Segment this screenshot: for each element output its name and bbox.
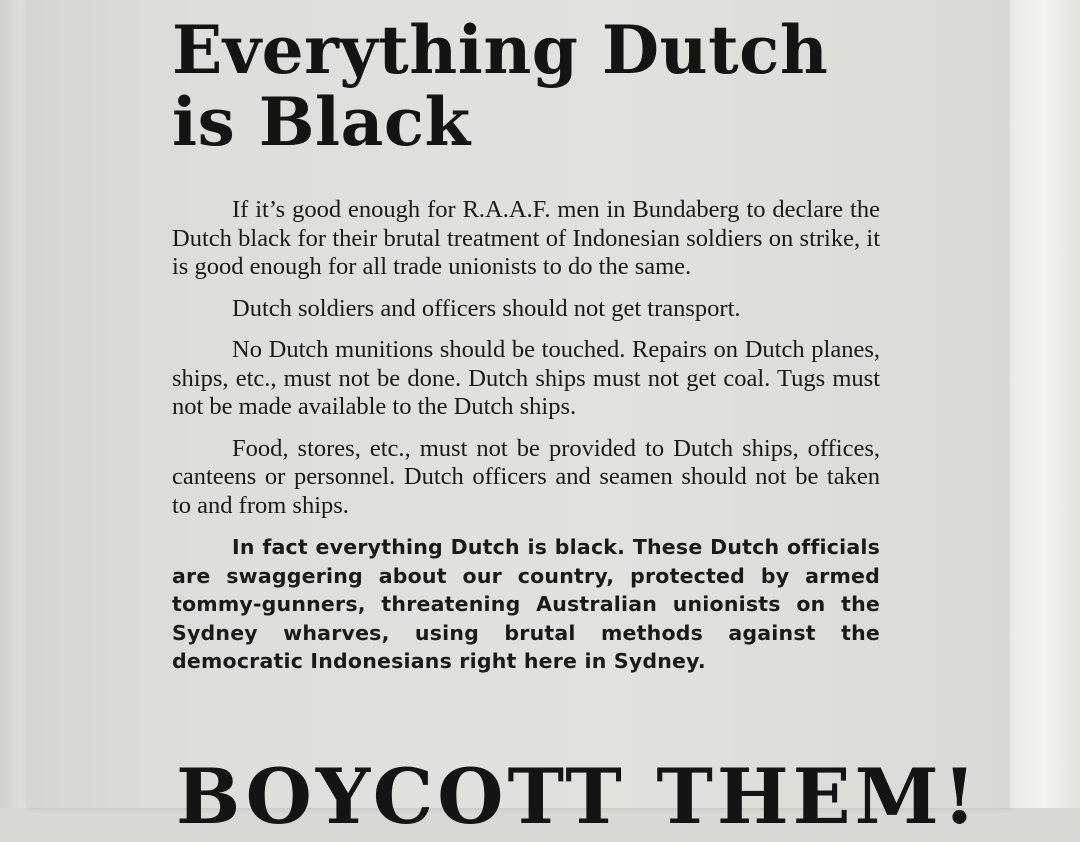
poster-slogan: BOYCOTT THEM! bbox=[176, 752, 981, 841]
paragraph-everything-black: In fact everything Dutch is black. These Dutch officials are swaggering about our country, protected by armed tommy-gunners, threatening Australian unionists on the Sydney wharves, using brutal methods against the democratic Indonesians right here in Sydney. bbox=[172, 535, 880, 673]
paragraph-munitions: No Dutch munitions should be touched. Repairs on Dutch planes, ships, etc., must not be done. Dutch ships must not get coal. Tugs must not be made available to the Dutch ships. bbox=[172, 336, 880, 420]
paragraph-food: Food, stores, etc., must not be provided to Dutch ships, offices, canteens or personnel. Dutch officers and seamen should not be taken to and from ships. bbox=[172, 434, 880, 519]
paragraph-transport: Dutch soldiers and officers should not get transport. bbox=[232, 294, 741, 322]
frame-edge bbox=[1010, 0, 1080, 808]
poster-headline: Everything Dutch is Black bbox=[172, 11, 829, 161]
paragraph-raaf: If it’s good enough for R.A.A.F. men in Bundaberg to declare the Dutch black for their brutal treatment of Indonesian soldiers on strike, it is good enough for all trade unionists to do the same. bbox=[172, 196, 880, 280]
poster-body bbox=[172, 196, 880, 689]
